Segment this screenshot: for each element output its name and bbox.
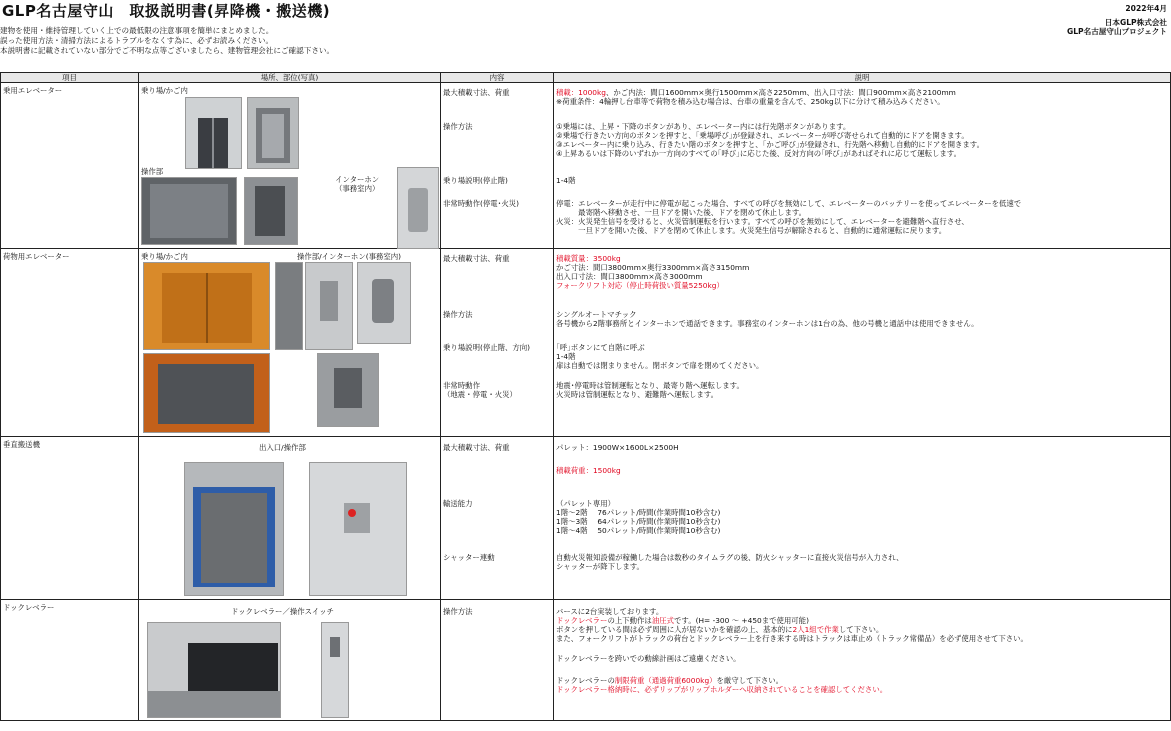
issue-date: 2022年4月 (1125, 4, 1167, 13)
desc-line: 積載荷重：1500kg (556, 466, 621, 475)
dock-leveler-photo (147, 622, 281, 718)
item-label: シャッター連動 (443, 553, 495, 562)
desc-line: 1階～4階 50パレット/時間(作業時間10秒含む) (556, 526, 721, 535)
table-row (1, 249, 1171, 437)
photo-label: 出入口/操作部 (259, 443, 306, 452)
conveyor-switch-photo (309, 462, 407, 596)
issuer-block (1067, 4, 1167, 37)
desc-line: 各号機から2階事務所とインターホンで通話できます。事務室のインターホンは1台の為、他の号機と通話中は使用できません。 (556, 319, 979, 328)
desc-line (556, 625, 883, 634)
desc-line: ①乗場には、上昇・下降のボタンがあり、エレベーター内には行先階ボタンがあります。 (556, 122, 851, 131)
operation-panel-photo (141, 177, 237, 245)
desc-line: かご寸法：間口3800mm×奥行3300mm×高さ3150mm (556, 263, 750, 272)
row-category: 垂直搬送機 (3, 440, 40, 449)
freight-door-photo (143, 262, 270, 350)
desc-line: 積載質量：3500kg (556, 254, 621, 263)
photo-label (335, 175, 379, 193)
intro-text (0, 26, 334, 56)
desc-line: 停電：エレベーターが走行中に停電が起こった場合、すべての呼びを無効にして、エレベーターのバッテリーを使ってエレベーターを低速で (556, 199, 1022, 208)
company-name: 日本GLP株式会社 (1104, 17, 1167, 27)
desc-line: 地震･停電時は管制運転となり、最寄り階へ運転します。 (556, 381, 744, 390)
desc-line: ④上昇あるいは下降のいずれか一方向のすべての｢呼び｣に応じた後、反対方向の｢呼び｣があればそれに応じて運転します。 (556, 149, 961, 158)
intro-line: 誤った使用方法・清掃方法によるトラブルをなくす為に、必ずお読みください。 (0, 36, 274, 45)
desc-text: 、かご内法：間口1600mm×奥行1500mm×高さ2250mm、出入口寸法：間口900mm×高さ2100mm (605, 88, 956, 97)
desc-line: 出入口寸法：間口3800mm×高さ3000mm (556, 272, 703, 281)
desc-line: シングルオートマチック (556, 310, 637, 319)
row-category: 荷物用エレベーター (3, 252, 70, 261)
page-title: GLP名古屋守山 取扱説明書(昇降機・搬送機) (2, 2, 331, 20)
freight-button-photo (305, 262, 353, 350)
desc-text: を厳守して下さい。 (716, 676, 784, 685)
dock-switch-photo (321, 622, 349, 718)
desc-line: ドックレベラーを跨いでの動線計画はご遠慮ください。 (556, 654, 741, 663)
project-name: GLP名古屋守山プロジェクト (1066, 27, 1167, 36)
table-row (1, 83, 1171, 249)
desc-line: 火災時は管制運転となり、避難階へ運転します。 (556, 390, 719, 399)
desc-line: （パレット専用） (556, 499, 616, 508)
column-header: 説明 (554, 73, 1171, 83)
desc-text: です。(H= -300 ～ +450まで使用可能) (674, 616, 809, 625)
desc-line: ※荷重条件：4輪押し台車等で荷物を積み込む場合は、台車の重量を含んで、250kg以下に分けて積み込みください。 (556, 97, 945, 106)
desc-line: 1階～2階 76パレット/時間(作業時間10秒含む) (556, 508, 721, 517)
table-row (1, 437, 1171, 600)
freight-panel-photo (275, 262, 303, 350)
row-category: ドックレベラー (3, 603, 55, 612)
photo-label: 操作部 (141, 167, 164, 176)
desc-line: 火災：火災発生信号を受けると、火災管制運転を行います。すべての呼びを無効にして、エレベーターを避難階へ直行させ、 (556, 217, 969, 226)
freight-car-photo (143, 353, 270, 433)
desc-line: 扉は自動では閉まりません。閉ボタンで扉を閉めてください。 (556, 361, 764, 370)
photo-label: 乗り場/かご内 (141, 252, 188, 261)
desc-line: 1階～3階 64パレット/時間(作業時間10秒含む) (556, 517, 721, 526)
column-header: 内容 (441, 73, 554, 83)
item-label: 操作方法 (443, 310, 473, 319)
table-row (1, 600, 1171, 721)
desc-line: 最寄階へ移動させ、一旦ドアを開いた後、ドアを閉めて休止します。 (556, 208, 807, 217)
intro-line: 本説明書に記載されていない部分でご不明な点等ございましたら、建物管理会社にご確認下さい。 (0, 46, 335, 55)
photo-label-line: インターホン (335, 175, 380, 184)
desc-text: して下さい。 (838, 625, 884, 634)
photo-label: 操作部/インターホン(事務室内) (297, 252, 402, 261)
column-header: 場所、部位(写真) (139, 73, 441, 83)
item-label: 操作方法 (443, 122, 473, 131)
desc-line: また、フォークリフトがトラックの荷台とドックレベラー上を行き来する時はトラックは車止め（トラック常備品）を必ず使用させて下さい。 (556, 634, 1028, 643)
desc-line: ③エレベーター内に乗り込み、行きたい階のボタンを押すと、｢かご呼び｣が登録され、行先階へ移動し自動的にドアを開きます。 (556, 140, 984, 149)
photo-label: 乗り場/かご内 (141, 86, 188, 95)
red-text: 2人1組で作業 (792, 625, 839, 634)
desc-text: ドックレベラーの (556, 676, 615, 685)
desc-line: 一旦ドアを開いた後、ドアを閉めて休止します。火災発生信号が解除されると、自動的に通常運転に戻ります。 (556, 226, 947, 235)
desc-line (556, 676, 783, 685)
desc-line (556, 616, 809, 625)
item-label: 非常時動作(停電･火災) (443, 199, 519, 208)
elevator-hall-photo (185, 97, 242, 169)
item-label: 乗り場説明(停止階、方向) (443, 343, 531, 352)
item-label: 乗り場説明(停止階) (443, 176, 508, 185)
photo-label: ドックレベラー／操作スイッチ (231, 607, 334, 616)
desc-line: ②乗場で行きたい方向のボタンを押すと、｢乗場呼び｣が登録され、エレベーターが呼び寄せられて自動的にドアを開きます。 (556, 131, 969, 140)
item-label: （地震・停電・火災） (443, 390, 517, 399)
item-label: 操作方法 (443, 607, 473, 616)
item-label: 最大積載寸法、荷重 (443, 443, 510, 452)
desc-line: ドックレベラー格納時に、必ずリップがリップホルダーへ収納されていることを確認してください。 (556, 685, 888, 694)
column-header: 項目 (1, 73, 139, 83)
row-category: 乗用エレベーター (3, 86, 63, 95)
car-panel-photo (317, 353, 379, 427)
elevator-car-photo (247, 97, 299, 169)
intercom-photo (397, 167, 439, 249)
desc-line: 1-4階 (556, 176, 576, 185)
conveyor-entrance-photo (184, 462, 284, 596)
desc-line: バースに2台実装しております。 (556, 607, 664, 616)
desc-block (556, 122, 984, 158)
desc-line: フォークリフト対応（停止時荷扱い質量5250kg） (556, 281, 724, 290)
intercom-photo (357, 262, 411, 344)
item-label: 非常時動作 (443, 381, 480, 390)
control-panel-photo (244, 177, 298, 245)
desc-line: パレット：1900W×1600L×2500H (556, 443, 679, 452)
red-text: 油圧式 (651, 616, 674, 625)
item-label: 最大積載寸法、荷重 (443, 254, 510, 263)
desc-line: 1-4階 (556, 352, 576, 361)
intro-line: 建物を使用・維持管理していく上での最低限の注意事項を簡単にまとめました。 (0, 26, 274, 35)
manual-table (0, 72, 1171, 721)
red-text: ドックレベラー (556, 616, 608, 625)
item-label: 最大積載寸法、荷重 (443, 88, 510, 97)
desc-block (556, 199, 1021, 235)
desc-line (556, 88, 956, 97)
desc-line: ｢呼｣ボタンにて自階に呼ぶ (556, 343, 645, 352)
desc-text: の上下動作は (607, 616, 652, 625)
desc-line: シャッターが降下します。 (556, 562, 644, 571)
red-text: 積載：1000kg (556, 88, 606, 97)
desc-line: 自動火災報知設備が稼働した場合は数秒のタイムラグの後、防火シャッターに直接火災信号が入力され、 (556, 553, 904, 562)
photo-label-line: （事務室内） (335, 184, 380, 193)
desc-text: ボタンを押している間は必ず周囲に人が居ないかを確認の上、基本的に (556, 625, 793, 634)
red-text: 制限荷重（通過荷重6000kg） (614, 676, 717, 685)
item-label: 輸送能力 (443, 499, 473, 508)
table-header-row (1, 73, 1171, 83)
